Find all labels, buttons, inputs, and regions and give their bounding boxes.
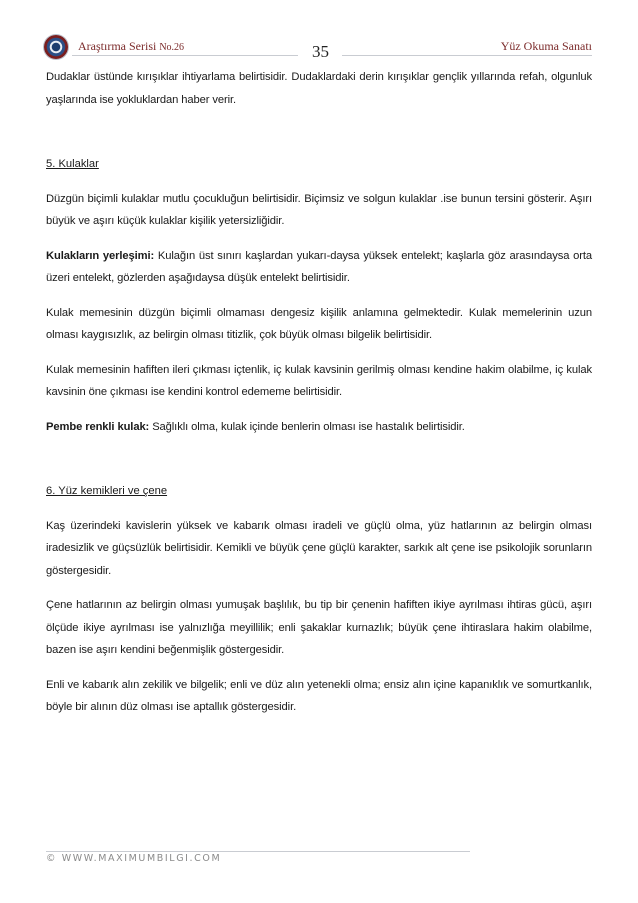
pembe-kulak-label: Pembe renkli kulak:: [46, 420, 150, 433]
section-heading-kulaklar: 5. Kulaklar: [46, 158, 99, 170]
footer-rule: [46, 851, 470, 852]
pembe-kulak-text: Sağlıklı olma, kulak içinde benlerin olması ise hastalık belirtisidir.: [149, 420, 465, 433]
series-number: No.26: [159, 42, 185, 53]
intro-paragraph: Dudaklar üstünde kırışıklar ihtiyarlama belirtisidir. Dudaklardaki derin kırışıklar gençlik yıllarında refah, olgunluk yaşlarında ise yokluklardan haber verir.: [46, 71, 592, 106]
kulaklar-paragraph-5: [46, 416, 592, 439]
kulaklar-paragraph-4: Kulak memesinin hafiften ileri çıkması içtenlik, iç kulak kavsinin gerilmiş olması kendine hakim olabilme, iç kulak kavsinin öne çıkması ise kendini kontrol edememe belirtisidir.: [46, 363, 592, 398]
kulak-yerlesimi-text: Kulağın üst sınırı kaşlardan yukarı-daysa yüksek entelekt; kaşlarla göz arasındaysa orta üzeri entelekt, gözlerden aşağıdaysa düşük entelekt belirtisidir.: [46, 249, 592, 284]
series-label-text: Araştırma Serisi: [78, 39, 157, 53]
page-header: [0, 0, 638, 62]
yuz-kemikleri-paragraph-3: Enli ve kabarık alın zekilik ve bilgelik; enli ve düz alın yetenekli olma; ensiz alın içine kapanıklık ve somurtkanlık, böyle bir alının düz olması ise aptallık göstergesidir.: [46, 678, 592, 713]
header-rule-left: [72, 55, 298, 56]
kulaklar-paragraph-2: [46, 245, 592, 290]
section-spacer: [46, 450, 592, 480]
kulak-yerlesimi-label: Kulakların yerleşimi:: [46, 249, 155, 262]
section-spacer: [46, 123, 592, 153]
page-body: [46, 66, 592, 731]
series-label: [78, 39, 184, 54]
yuz-kemikleri-paragraph-2: Çene hatlarının az belirgin olması yumuşak başlılık, bu tip bir çenenin hafiften ikiye ayrılması ihtiras gücü, aşırı ölçüde ikiye ayrılması ise yalnızlığa meyillilik; enli şakaklar kurnazlık; büyük çene ihtiraslara hakim olabilme, bazen ise aşırı kendini beğenmişlik göstergesidir.: [46, 599, 592, 656]
page-number: 35: [312, 42, 329, 61]
kulaklar-paragraph-1: Düzgün biçimli kulaklar mutlu çocukluğun belirtisidir. Biçimsiz ve solgun kulaklar .ise bunun tersini gösterir. Aşırı büyük ve aşırı küçük kulaklar kişilik yetersizliğidir.: [46, 192, 592, 227]
emblem-logo-icon: [44, 35, 68, 59]
footer-copyright: © WWW.MAXIMUMBILGI.COM: [46, 853, 222, 864]
book-title: Yüz Okuma Sanatı: [500, 39, 592, 53]
kulaklar-paragraph-3: Kulak memesinin düzgün biçimli olmaması dengesiz kişilik anlamına gelmektedir. Kulak memelerinin uzun olması kaygısızlık, az belirgin olması titizlik, çok büyük olması bilgelik belirtisidir.: [46, 306, 592, 341]
yuz-kemikleri-paragraph-1: Kaş üzerindeki kavislerin yüksek ve kabarık olması iradeli ve güçlü olma, yüz hatlarının az belirgin olması iradesizlik ve güçsüzlük belirtisidir. Kemikli ve büyük çene güçlü karakter, sarkık alt çene ise psikolojik sorunların göstergesidir.: [46, 519, 592, 577]
header-rule-right: [342, 55, 592, 56]
section-heading-yuz-kemikleri: 6. Yüz kemikleri ve çene: [46, 485, 168, 497]
